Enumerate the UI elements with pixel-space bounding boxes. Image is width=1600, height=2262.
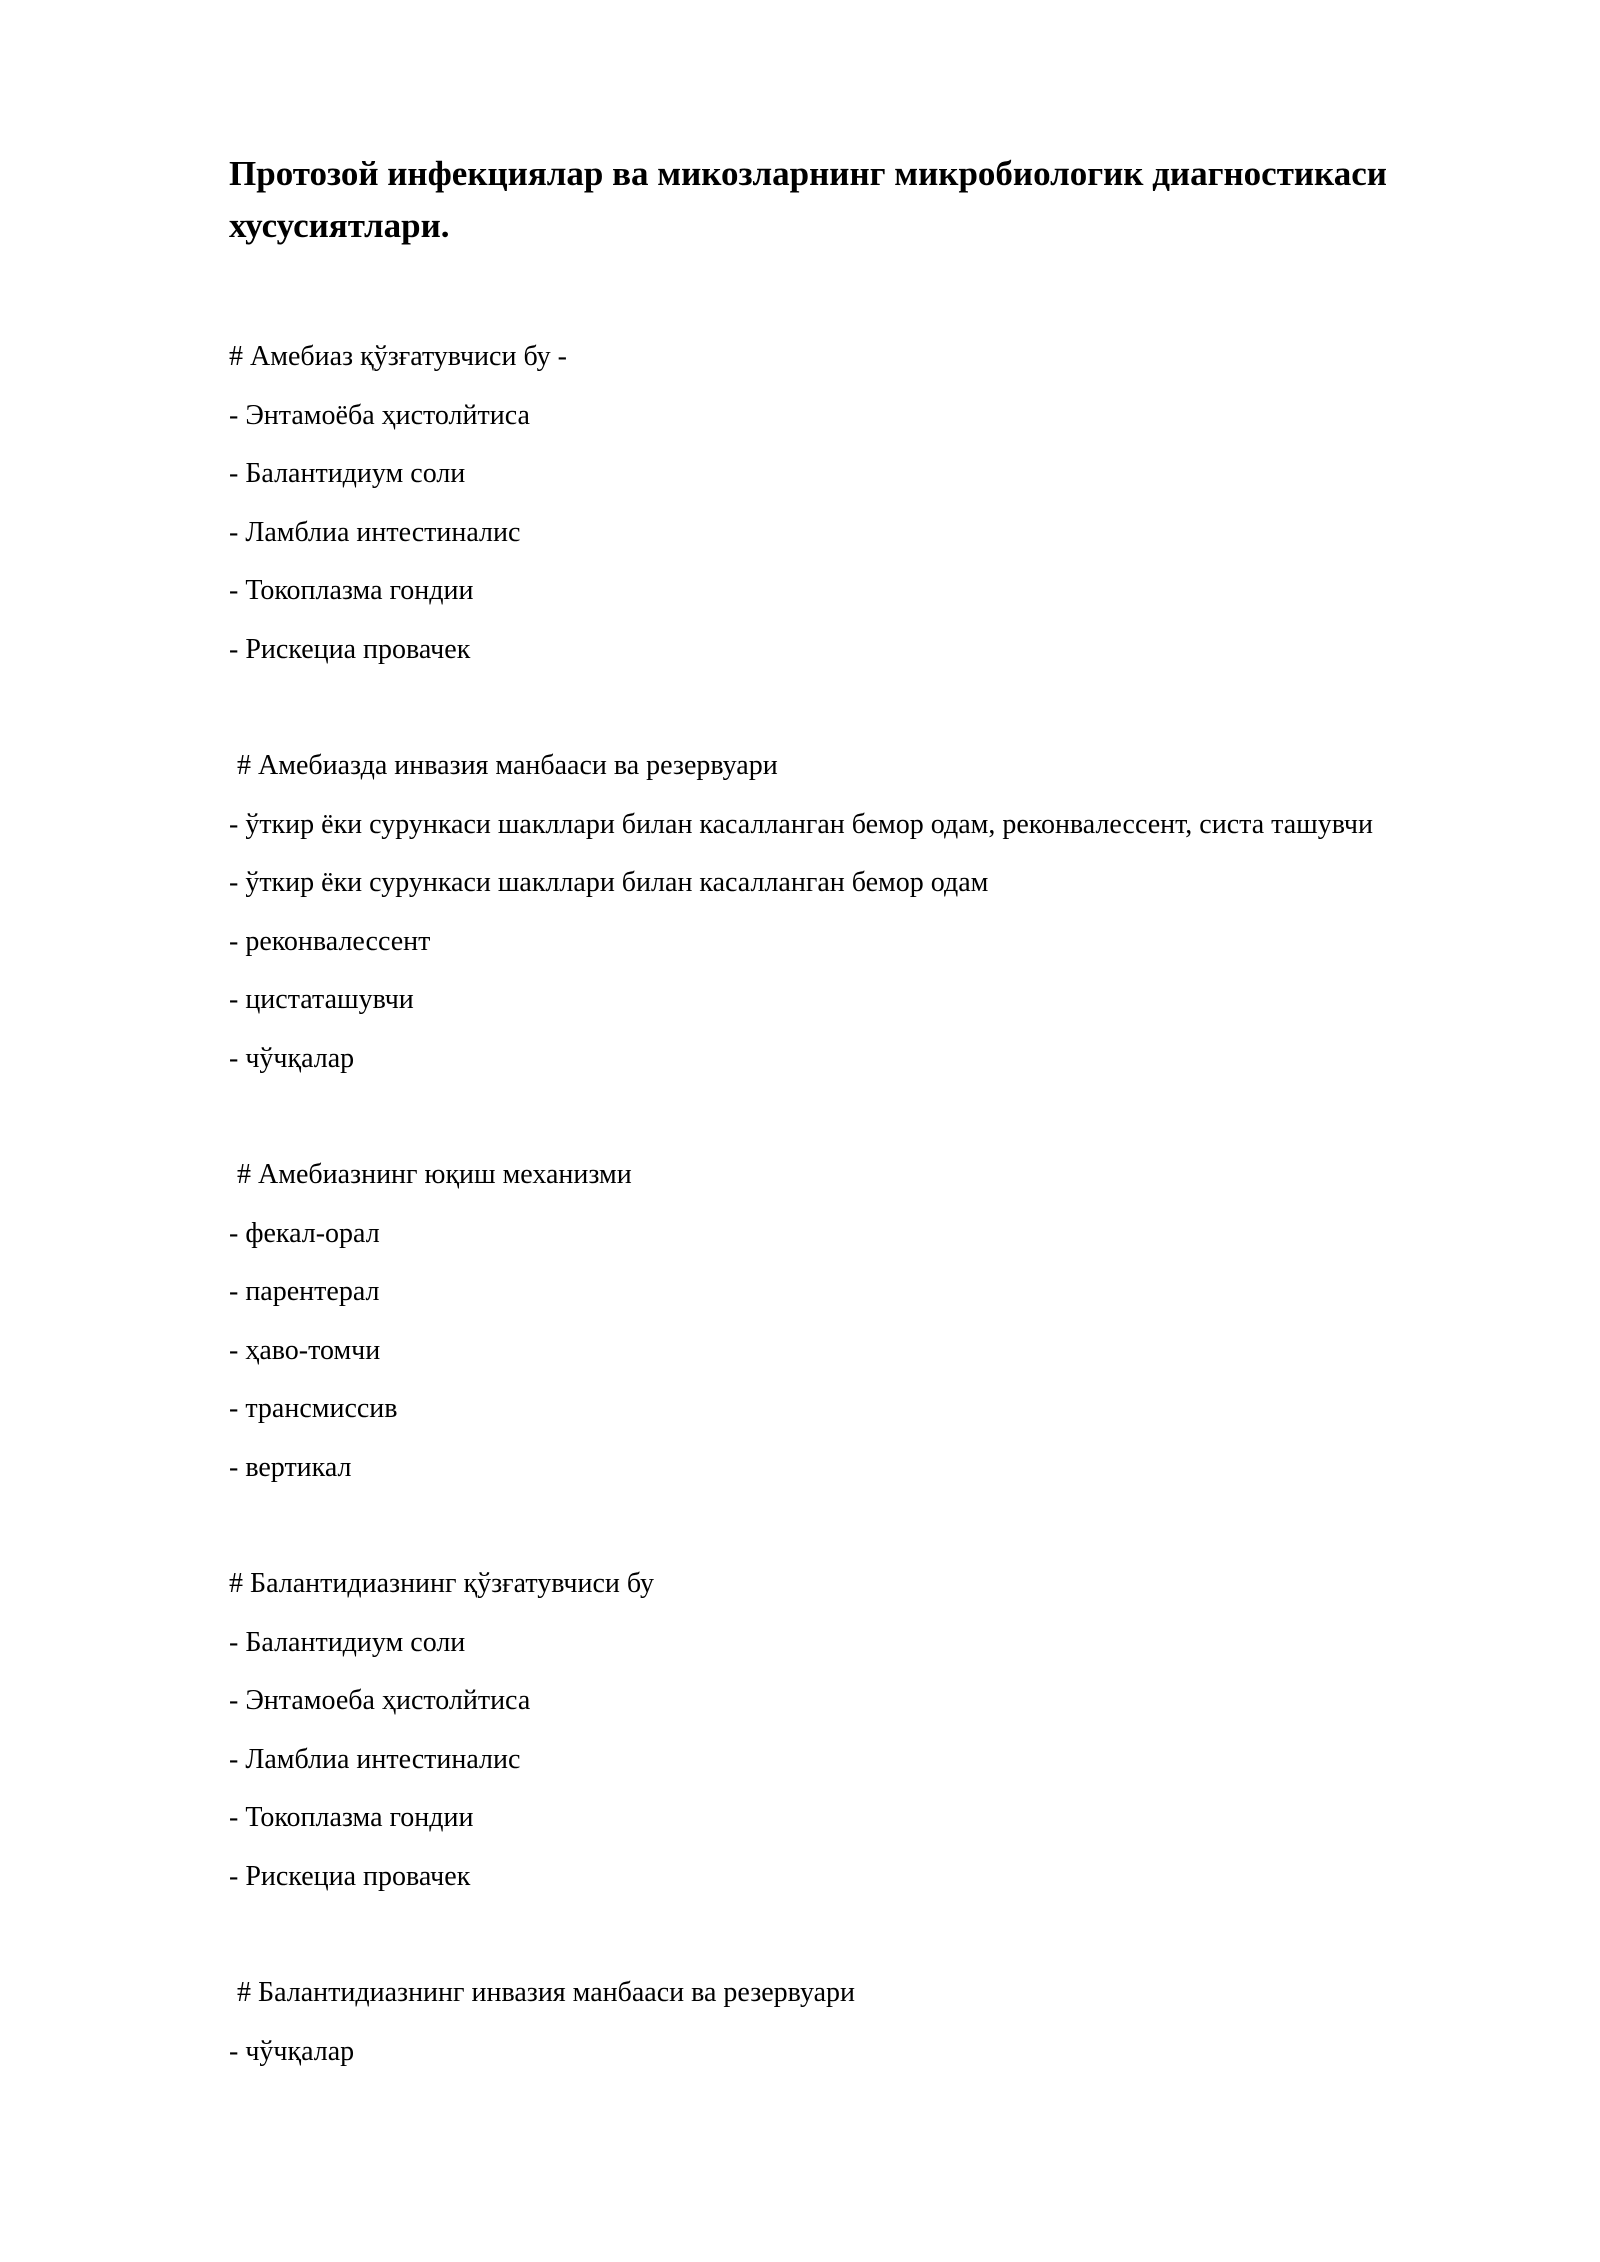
answer-option: - Токоплазма гондии xyxy=(229,575,474,606)
answer-option: - Рискециа провачек xyxy=(229,1860,471,1892)
question-text: # Амебиазнинг юқиш механизми xyxy=(237,1159,632,1190)
answer-option: - Энтамоеба ҳистолйтиса xyxy=(229,1685,531,1716)
question-text: # Балантидиазнинг инвазия манбааси ва резервуари xyxy=(237,1977,855,2008)
question-list xyxy=(229,328,1529,2139)
question-text: # Амебиазда инвазия манбааси ва резервуари xyxy=(237,750,778,781)
answer-option: - Рискециа провачек xyxy=(229,633,471,665)
answer-option: - фекал-орал xyxy=(229,1217,380,1249)
answer-option: - Балантидиум соли xyxy=(229,458,466,489)
question-text: # Балантидиазнинг қўзғатувчиси бу xyxy=(229,1568,655,1599)
answer-option: - цистаташувчи xyxy=(229,984,414,1015)
question-1 xyxy=(229,328,1529,679)
answer-option: - Энтамоёба ҳистолйтиса xyxy=(229,399,530,431)
answer-option: - реконвалессент xyxy=(229,925,431,957)
answer-option: - трансмиссив xyxy=(229,1393,398,1424)
document-title: Протозой инфекциялар ва микозларнинг микробиологик диагностикаси хусусиятлари. xyxy=(229,154,1387,245)
answer-option: - чўчқалар xyxy=(229,1042,355,1074)
answer-option: - Балантидиум соли xyxy=(229,1626,466,1658)
answer-option: - Токоплазма гондии xyxy=(229,1802,474,1833)
answer-option: - парентерал xyxy=(229,1276,380,1307)
answer-option: - ҳаво-томчи xyxy=(229,1334,381,1366)
question-5 xyxy=(229,1964,1529,2081)
question-3 xyxy=(229,1146,1529,1497)
answer-option: - ўткир ёки сурункаси шакллари билан касалланган бемор одам, реконвалессент, систа ташувчи xyxy=(229,808,1373,840)
question-2 xyxy=(229,737,1529,1088)
answer-option: - чўчқалар xyxy=(229,2035,355,2067)
answer-option: - Ламблиа интестиналис xyxy=(229,516,521,548)
question-text: # Амебиаз қўзғатувчиси бу - xyxy=(229,341,567,372)
answer-option: - вертикал xyxy=(229,1451,352,1483)
answer-option: - Ламблиа интестиналис xyxy=(229,1743,521,1775)
question-4 xyxy=(229,1555,1529,1906)
answer-option: - ўткир ёки сурункаси шакллари билан касалланган бемор одам xyxy=(229,867,989,898)
